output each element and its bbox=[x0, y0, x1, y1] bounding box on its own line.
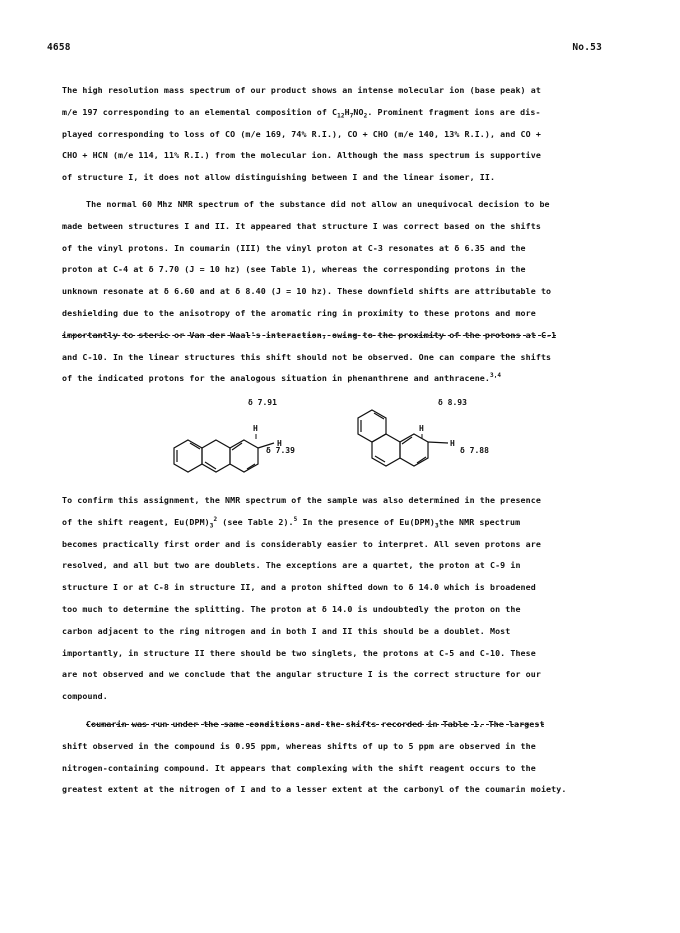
text-line: importantly, in structure II there should be two singlets, the protons at C-5 and C-10. These bbox=[62, 647, 536, 658]
text-line: are not observed and we conclude that the angular structure I is the correct structure for our bbox=[62, 669, 541, 680]
text-line: of structure I, it does not allow distinguishing between I and the linear isomer, II. bbox=[62, 172, 496, 183]
text-line: structure I or at C-8 in structure II, and a proton shifted down to δ 14.0 which is broadened bbox=[62, 582, 536, 593]
phenanthrene-side-shift: δ 7.88 bbox=[460, 446, 489, 455]
text-line: of the indicated protons for the analogous situation in phenanthrene and anthracene.$^{3,4}$ bbox=[62, 372, 502, 384]
text-line: played corresponding to loss of CO (m/e 169, 74% R.I.), CO + CHO (m/e 140, 13% R.I.), and CO + bbox=[62, 128, 541, 139]
text-line-struck: Coumarin was run under the same conditions and the shifts recorded in Table 1. The largest bbox=[86, 719, 545, 729]
structures-figure bbox=[150, 395, 530, 485]
anthracene-structure bbox=[174, 440, 274, 472]
phenanthrene-h-label: H bbox=[419, 424, 424, 433]
phenanthrene-h2-label: H bbox=[450, 439, 455, 448]
text-line: nitrogen-containing compound. It appears that complexing with the shift reagent occurs to the bbox=[62, 762, 536, 773]
text-line: too much to determine the splitting. The proton at δ 14.0 is undoubtedly the proton on the bbox=[62, 603, 521, 614]
text-line: of the vinyl protons. In coumarin (III) the vinyl proton at C-3 resonates at δ 6.35 and the bbox=[62, 242, 526, 253]
paragraph-mass-spectrum bbox=[62, 80, 627, 189]
text-line: compound. bbox=[62, 691, 108, 702]
text-line: m/e 197 corresponding to an elemental composition of $C_{12}H_7NO_2$. Prominent fragment ions are dis- bbox=[62, 106, 541, 120]
text-line: unknown resonate at δ 6.60 and at δ 8.40 (J = 10 hz). These downfield shifts are attributable to bbox=[62, 286, 552, 297]
anthracene-side-shift: δ 7.39 bbox=[266, 446, 295, 455]
anthracene-top-shift: δ 7.91 bbox=[248, 398, 277, 407]
anthracene-h2-label: H bbox=[277, 439, 282, 448]
paragraph-nmr bbox=[62, 194, 627, 390]
phenanthrene-structure bbox=[358, 410, 448, 466]
page-number: 4658 bbox=[47, 42, 71, 53]
text-line: proton at C-4 at δ 7.70 (J = 10 hz) (see Table 1), whereas the corresponding protons in the bbox=[62, 264, 526, 275]
anthracene-h-label: H bbox=[253, 424, 258, 433]
text-line: resolved, and all but two are doublets. The exceptions are a quartet, the proton at C-9 in bbox=[62, 560, 521, 571]
text-line: CHO + HCN (m/e 114, 11% R.I.) from the molecular ion. Although the mass spectrum is supportive bbox=[62, 150, 541, 161]
text-line: carbon adjacent to the ring nitrogen and in both I and II this should be a doublet. Most bbox=[62, 625, 511, 636]
text-line: made between structures I and II. It appeared that structure I was correct based on the shifts bbox=[62, 220, 541, 231]
text-line: The high resolution mass spectrum of our product shows an intense molecular ion (base peak) at bbox=[62, 85, 541, 95]
issue-number: No.53 bbox=[572, 42, 602, 53]
text-line: of the shift reagent, $Eu(DPM)_3^2$ (see Table 2).$^5$ In the presence of $Eu(DPM)_3the$ NMR spectrum bbox=[62, 516, 521, 530]
text-line: shift observed in the compound is 0.95 ppm, whereas shifts of up to 5 ppm are observed in the bbox=[62, 740, 536, 751]
text-line: and C-10. In the linear structures this shift should not be observed. One can compare the shifts bbox=[62, 351, 552, 362]
paragraph-coumarin bbox=[62, 714, 627, 801]
paragraph-shift-reagent bbox=[62, 490, 627, 708]
text-line: To confirm this assignment, the NMR spectrum of the sample was also determined in the presence bbox=[62, 495, 541, 505]
text-line: deshielding due to the anisotropy of the aromatic ring in proximity to these protons and more bbox=[62, 307, 536, 318]
text-line: becomes practically first order and is considerably easier to interpret. All seven protons are bbox=[62, 538, 541, 549]
text-line: The normal 60 Mhz NMR spectrum of the substance did not allow an unequivocal decision to be bbox=[86, 199, 550, 209]
phenanthrene-top-shift: δ 8.93 bbox=[438, 398, 467, 407]
text-line-struck: importantly to steric or Van der Waal's interaction, owing to the proximity of the protons at C-1 bbox=[62, 329, 557, 340]
text-line: greatest extent at the nitrogen of I and to a lesser extent at the carbonyl of the coumarin moiety. bbox=[62, 784, 567, 795]
